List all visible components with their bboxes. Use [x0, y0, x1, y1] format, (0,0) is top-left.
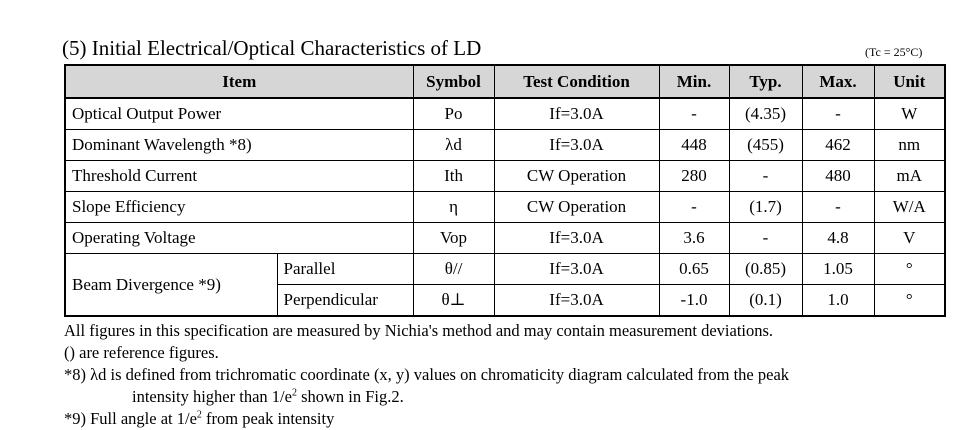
row-item: Dominant Wavelength *8) — [65, 130, 413, 161]
row-unit: ° — [874, 285, 945, 317]
note-8-text: intensity higher than 1/e — [132, 387, 292, 406]
row-max: - — [802, 192, 874, 223]
note-9-text-end: from peak intensity — [201, 409, 335, 428]
header-typ: Typ. — [729, 65, 802, 98]
row-test: CW Operation — [494, 161, 659, 192]
note-8-continued — [64, 386, 954, 408]
row-typ: (4.35) — [729, 98, 802, 130]
perpendicular-label: Perpendicular — [277, 285, 413, 317]
note-8-superscript: 2 — [291, 387, 297, 399]
header-unit: Unit — [874, 65, 945, 98]
row-max: - — [802, 98, 874, 130]
row-typ: (1.7) — [729, 192, 802, 223]
row-max: 1.0 — [802, 285, 874, 317]
row-symbol: η — [413, 192, 494, 223]
row-symbol: θ// — [413, 254, 494, 285]
row-symbol: Vop — [413, 223, 494, 254]
row-test: If=3.0A — [494, 254, 659, 285]
header-min: Min. — [659, 65, 729, 98]
footnotes — [64, 320, 954, 430]
row-min: - — [659, 98, 729, 130]
note-reference: () are reference figures. — [64, 343, 219, 362]
header-row — [65, 65, 945, 98]
row-item: Optical Output Power — [65, 98, 413, 130]
row-symbol: Ith — [413, 161, 494, 192]
note-9 — [64, 408, 954, 430]
row-min: -1.0 — [659, 285, 729, 317]
row-min: 448 — [659, 130, 729, 161]
header-item: Item — [65, 65, 413, 98]
row-unit: W/A — [874, 192, 945, 223]
note-measurement: All figures in this specification are measured by Nichia's method and may contain measurement deviations. — [64, 321, 774, 340]
row-test: If=3.0A — [494, 130, 659, 161]
row-test: CW Operation — [494, 192, 659, 223]
row-max: 4.8 — [802, 223, 874, 254]
row-typ: (0.85) — [729, 254, 802, 285]
table-row — [65, 98, 945, 130]
row-test: If=3.0A — [494, 285, 659, 317]
row-test: If=3.0A — [494, 98, 659, 130]
row-min: - — [659, 192, 729, 223]
row-item: Operating Voltage — [65, 223, 413, 254]
table-row — [65, 161, 945, 192]
section-title: (5) Initial Electrical/Optical Characteristics of LD — [62, 36, 482, 60]
row-symbol: θ⊥ — [413, 285, 494, 317]
header-max: Max. — [802, 65, 874, 98]
row-symbol: Po — [413, 98, 494, 130]
row-typ: (0.1) — [729, 285, 802, 317]
row-typ: - — [729, 161, 802, 192]
table-row — [65, 254, 945, 285]
row-unit: W — [874, 98, 945, 130]
beam-divergence-item: Beam Divergence *9) — [65, 254, 277, 317]
table-row — [65, 192, 945, 223]
row-min: 3.6 — [659, 223, 729, 254]
note-9-text: *9) Full angle at 1/e — [64, 409, 197, 428]
row-typ: - — [729, 223, 802, 254]
row-min: 280 — [659, 161, 729, 192]
row-max: 462 — [802, 130, 874, 161]
note-8: *8) λd is defined from trichromatic coordinate (x, y) values on chromaticity diagram calculated from the peak — [64, 365, 790, 384]
note-9-superscript: 2 — [196, 409, 202, 421]
row-item: Threshold Current — [65, 161, 413, 192]
row-unit: nm — [874, 130, 945, 161]
table-row — [65, 130, 945, 161]
header-symbol: Symbol — [413, 65, 494, 98]
row-symbol: λd — [413, 130, 494, 161]
note-8-text-end: shown in Fig.2. — [296, 387, 404, 406]
row-item: Slope Efficiency — [65, 192, 413, 223]
row-typ: (455) — [729, 130, 802, 161]
characteristics-table — [64, 64, 946, 317]
row-min: 0.65 — [659, 254, 729, 285]
row-unit: V — [874, 223, 945, 254]
row-unit: ° — [874, 254, 945, 285]
row-max: 1.05 — [802, 254, 874, 285]
row-max: 480 — [802, 161, 874, 192]
row-unit: mA — [874, 161, 945, 192]
row-test: If=3.0A — [494, 223, 659, 254]
temperature-condition: (Tc = 25°C) — [865, 45, 923, 59]
table-row — [65, 223, 945, 254]
parallel-label: Parallel — [277, 254, 413, 285]
header-test-condition: Test Condition — [494, 65, 659, 98]
